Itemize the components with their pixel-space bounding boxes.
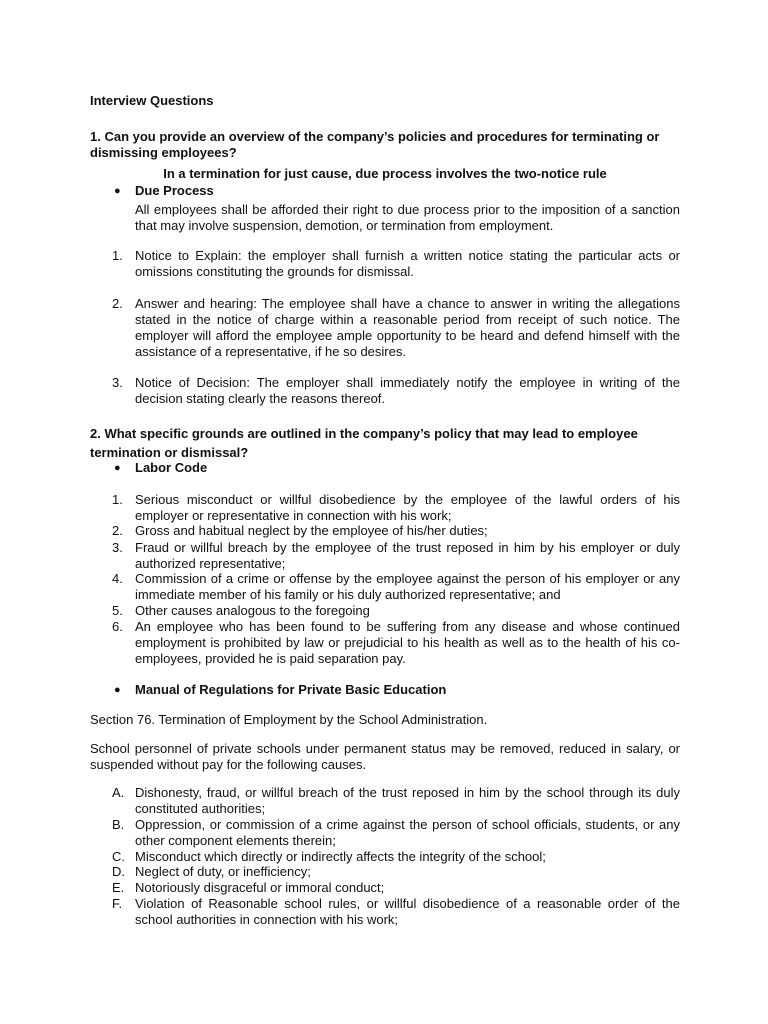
list-marker: 1.: [112, 492, 123, 507]
termination-cause-item: Violation of Reasonable school rules, or willful disobedience of a reasonable order of the school authorities in connection with his work;: [135, 896, 680, 927]
labor-code-item: An employee who has been found to be suffering from any disease and whose continued employment is prohibited by law or prejudicial to his health as well as to the health of his co-employees, provided he is paid separation pay.: [135, 619, 680, 666]
list-marker: 3.: [112, 375, 123, 390]
q2-bullet-manual-of-regulations: Manual of Regulations for Private Basic Education: [135, 682, 447, 697]
list-marker: B.: [112, 817, 125, 832]
labor-code-item: Other causes analogous to the foregoing: [135, 603, 370, 618]
termination-cause-item: Neglect of duty, or inefficiency;: [135, 864, 311, 879]
list-marker: F.: [112, 896, 123, 911]
labor-code-item: Fraud or willful breach by the employee of the trust reposed in him by his employer or duly authorized representative;: [135, 540, 680, 571]
q1-intro: All employees shall be afforded their right to due process prior to the imposition of a sanction that may involve suspension, demotion, or termination from employment.: [135, 202, 680, 233]
list-marker: 2.: [112, 523, 123, 538]
q1-item-answer-and-hearing: Answer and hearing: The employee shall have a chance to answer in writing the allegations stated in the notice of charge within a reasonable period from receipt of such notice. The employer will afford the employee ample opportunity to be heard and defend himself with the assistance of a representative, if he so desires.: [135, 296, 680, 359]
list-marker: 5.: [112, 603, 123, 618]
labor-code-item: Gross and habitual neglect by the employee of his/her duties;: [135, 523, 488, 538]
question-1: 1. Can you provide an overview of the company’s policies and procedures for terminating or dismissing employees?: [90, 129, 660, 160]
list-marker: C.: [112, 849, 125, 864]
labor-code-item: Serious misconduct or willful disobedience by the employee of the lawful orders of his employer or representative in connection with his work;: [135, 492, 680, 523]
list-marker: E.: [112, 880, 125, 895]
list-marker: 1.: [112, 248, 123, 263]
section-intro: School personnel of private schools under permanent status may be removed, reduced in salary, or suspended without pay for the following causes.: [90, 741, 680, 772]
bullet-marker: ●: [114, 185, 121, 197]
labor-code-item: Commission of a crime or offense by the employee against the person of his employer or any immediate member of his family or his duly authorized representative; and: [135, 571, 680, 602]
list-marker: D.: [112, 864, 125, 879]
list-marker: 3.: [112, 540, 123, 555]
section-76-heading: Section 76. Termination of Employment by the School Administration.: [90, 712, 488, 727]
q1-item-notice-of-decision: Notice of Decision: The employer shall immediately notify the employee in writing of the decision stating clearly the reasons thereof.: [135, 375, 680, 406]
q2-bullet-labor-code: Labor Code: [135, 460, 208, 475]
list-marker: 6.: [112, 619, 123, 634]
q1-bullet-due-process: Due Process: [135, 183, 214, 198]
doc-heading: Interview Questions: [90, 93, 214, 108]
list-marker: 4.: [112, 571, 123, 586]
termination-cause-item: Misconduct which directly or indirectly affects the integrity of the school;: [135, 849, 546, 864]
list-marker: 2.: [112, 296, 123, 311]
bullet-marker: ●: [114, 684, 121, 696]
bullet-marker: ●: [114, 462, 121, 474]
list-marker: A.: [112, 785, 125, 800]
termination-cause-item: Dishonesty, fraud, or willful breach of the trust reposed in him by the school through its duly constituted authorities;: [135, 785, 680, 816]
question-2: 2. What specific grounds are outlined in the company’s policy that may lead to employee termination or dismissal?: [90, 426, 638, 460]
q1-sub-heading: In a termination for just cause, due process involves the two-notice rule: [163, 166, 607, 181]
termination-cause-item: Notoriously disgraceful or immoral conduct;: [135, 880, 385, 895]
termination-cause-item: Oppression, or commission of a crime against the person of school officials, students, or any other component elements therein;: [135, 817, 680, 848]
q1-item-notice-to-explain: Notice to Explain: the employer shall furnish a written notice stating the particular acts or omissions constituting the grounds for dismissal.: [135, 248, 680, 279]
